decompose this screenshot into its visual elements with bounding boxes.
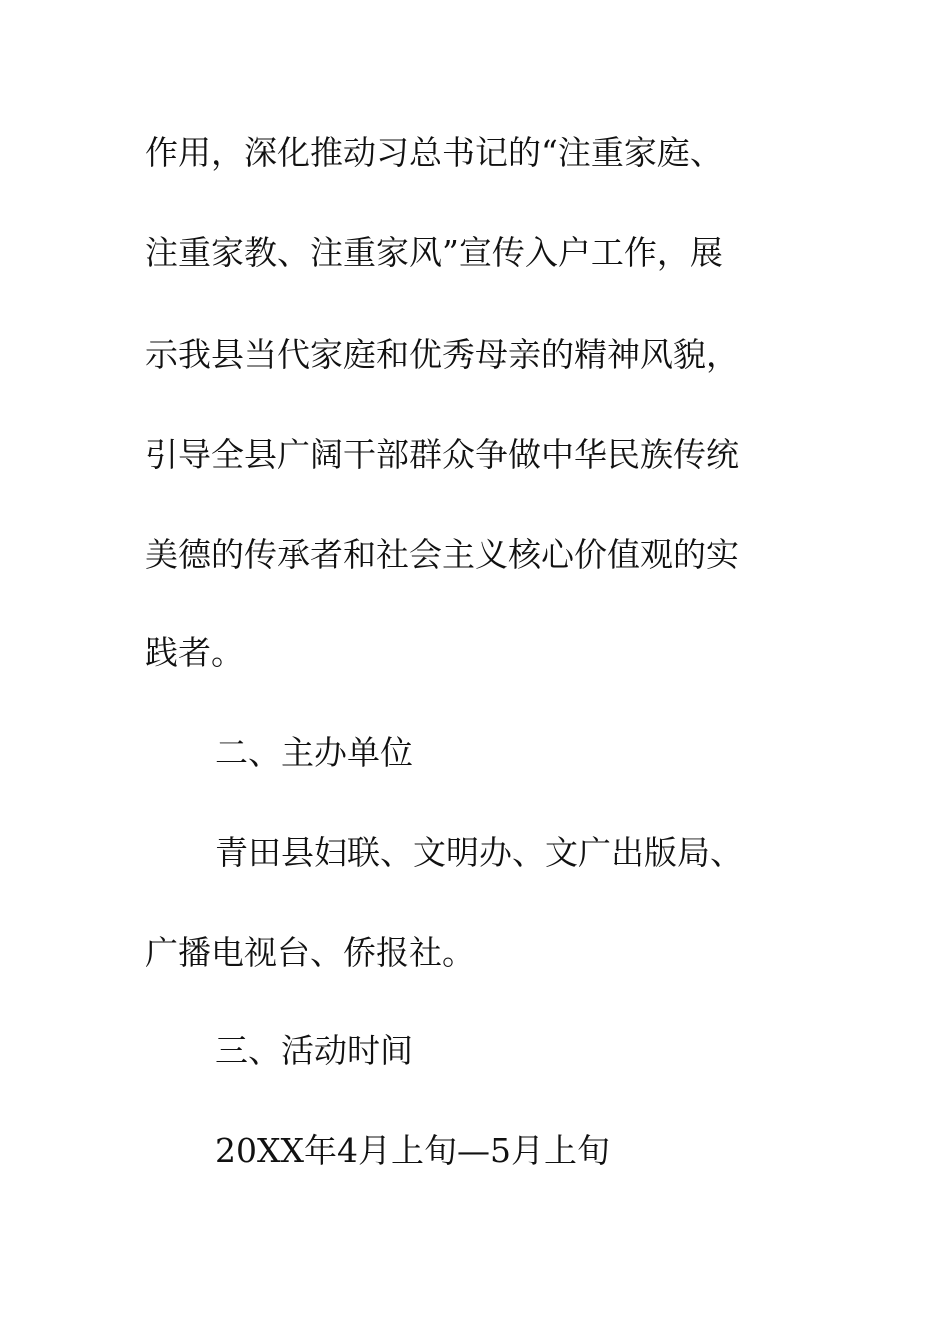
paragraph-line: 美德的传承者和社会主义核心价值观的实: [145, 535, 739, 574]
paragraph-line: 践者。: [145, 633, 244, 672]
paragraph-line: 注重家教、注重家风”宣传入户工作，展: [145, 233, 723, 272]
paragraph-line: 引导全县广阔干部群众争做中华民族传统: [145, 435, 739, 474]
paragraph-line: 作用，深化推动习总书记的“注重家庭、: [145, 133, 723, 172]
section-heading: 三、活动时间: [215, 1031, 413, 1070]
section-heading: 二、主办单位: [215, 733, 413, 772]
paragraph-line: 20XX年4月上旬—5月上旬: [215, 1131, 610, 1170]
paragraph-line: 青田县妇联、文明办、文广出版局、: [215, 833, 743, 872]
paragraph-line: 广播电视台、侨报社。: [145, 933, 475, 972]
paragraph-line: 示我县当代家庭和优秀母亲的精神风貌，: [145, 335, 739, 374]
